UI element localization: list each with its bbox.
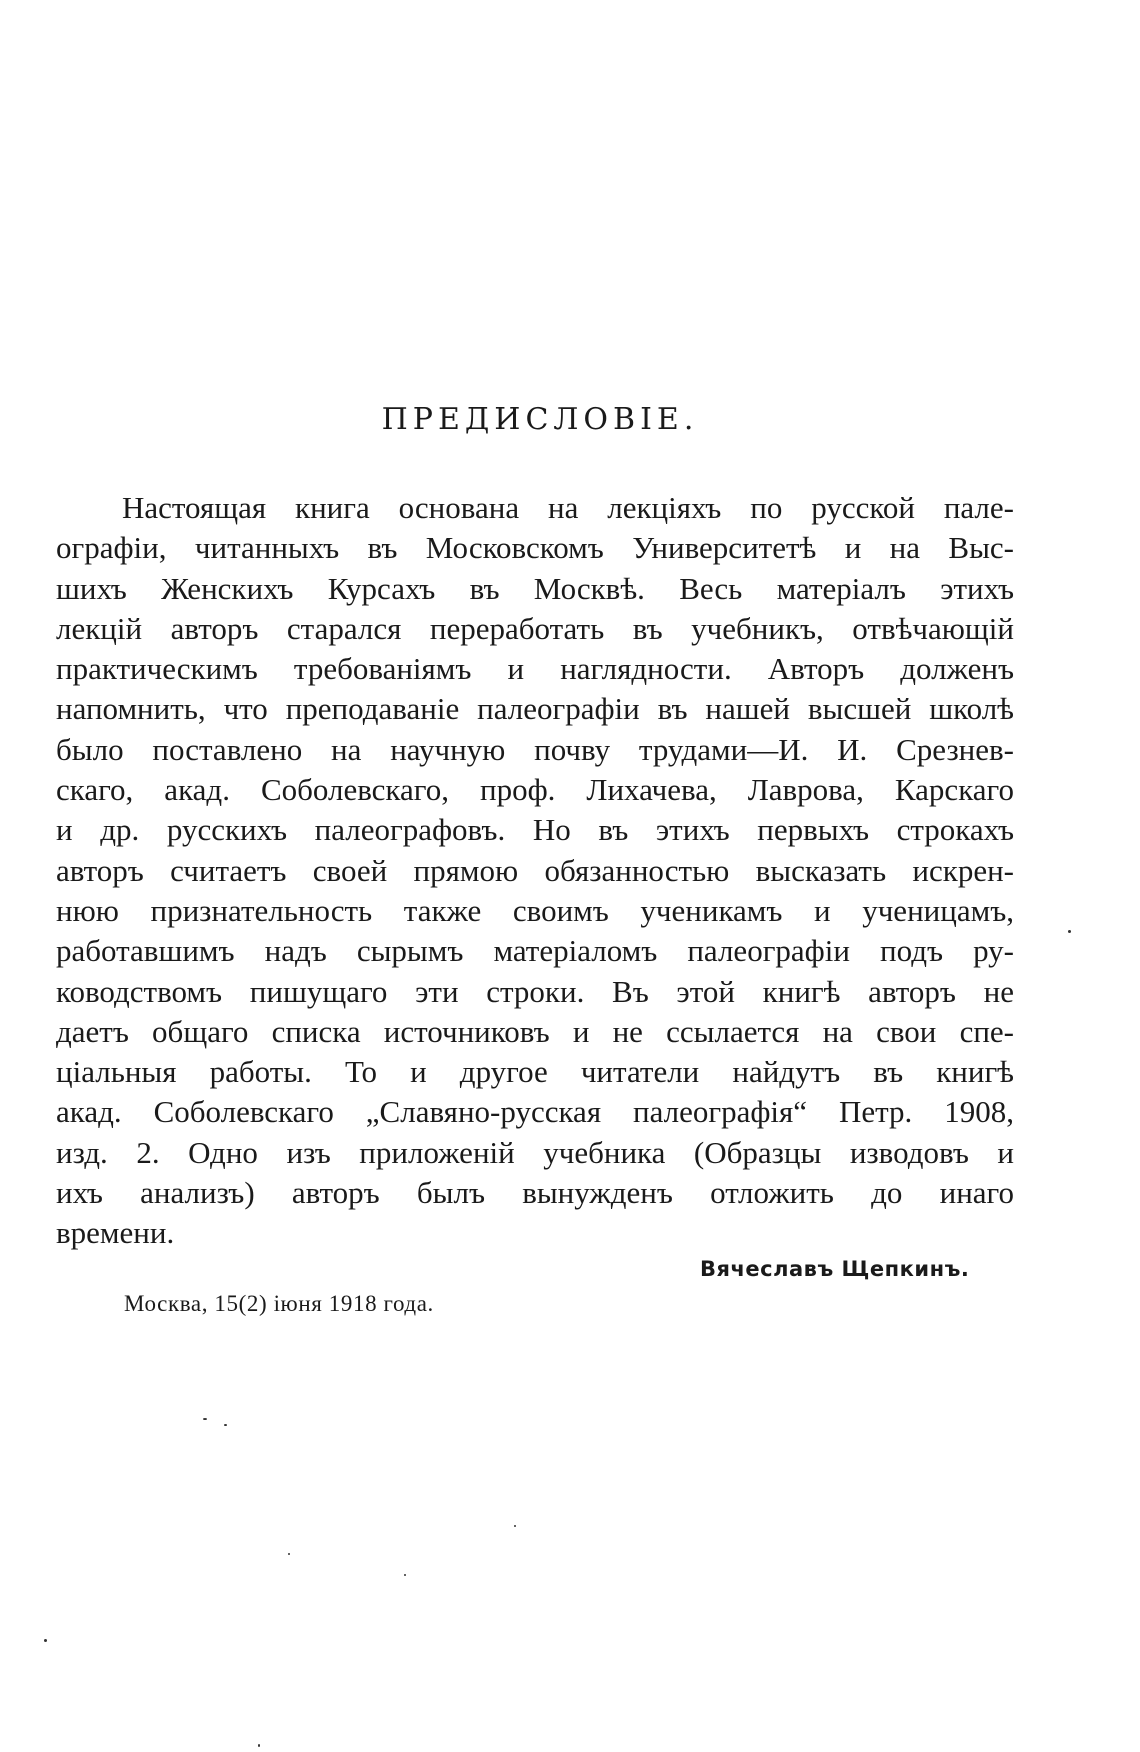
date-line: Москва, 15(2) іюня 1918 года. bbox=[124, 1291, 434, 1316]
page-title: ПРЕДИСЛОВІЕ. bbox=[381, 402, 699, 437]
author-signature: Вячеславъ Щепкинъ. bbox=[700, 1257, 970, 1281]
text-line: было поставлено на научную почву трудами—И. И. Срезнев- bbox=[56, 731, 1014, 767]
scan-speck bbox=[514, 1525, 516, 1527]
text-line: ографіи, читанныхъ въ Московскомъ Университетѣ и на Выс- bbox=[56, 530, 1014, 566]
scan-speck bbox=[1068, 930, 1071, 933]
text-line: даетъ общаго списка источниковъ и не ссылается на свои спе- bbox=[56, 1013, 1014, 1049]
preface-text bbox=[56, 488, 1014, 1254]
text-line: напомнить, что преподаваніе палеографіи въ нашей высшей школѣ bbox=[56, 691, 1014, 727]
text-line: нюю признательность также своимъ ученикамъ и ученицамъ, bbox=[56, 892, 1014, 928]
text-line: работавшимъ надъ сырымъ матеріаломъ палеографіи подъ ру- bbox=[56, 933, 1014, 969]
scan-speck bbox=[44, 1639, 47, 1642]
text-line: Настоящая книга основана на лекціяхъ по русской пале- bbox=[122, 490, 1014, 525]
scan-speck bbox=[224, 1424, 227, 1426]
text-line: ціальныя работы. То и другое читатели найдутъ въ книгѣ bbox=[56, 1054, 1014, 1090]
text-line: скаго, акад. Соболевскаго, проф. Лихачева, Лаврова, Карскаго bbox=[56, 772, 1014, 808]
scan-speck bbox=[288, 1553, 290, 1555]
text-line: ихъ анализъ) авторъ былъ вынужденъ отложить до инаго bbox=[56, 1175, 1014, 1211]
text-line: лекцій авторъ старался переработать въ учебникъ, отвѣчающій bbox=[56, 610, 1014, 646]
text-line: практическимъ требованіямъ и наглядности. Авторъ долженъ bbox=[56, 651, 1014, 687]
text-line: шихъ Женскихъ Курсахъ въ Москвѣ. Весь матеріалъ этихъ bbox=[56, 570, 1014, 606]
scan-speck bbox=[258, 1744, 260, 1747]
text-line: авторъ считаетъ своей прямою обязанностью высказать искрен- bbox=[56, 852, 1014, 888]
text-line: изд. 2. Одно изъ приложеній учебника (Образцы изводовъ и bbox=[56, 1134, 1014, 1170]
scan-speck bbox=[404, 1574, 406, 1576]
text-line: ководствомъ пишущаго эти строки. Въ этой книгѣ авторъ не bbox=[56, 973, 1014, 1009]
text-line: акад. Соболевскаго „Славяно-русская палеографія“ Петр. 1908, bbox=[56, 1094, 1014, 1130]
text-line: времени. bbox=[56, 1215, 175, 1251]
text-line: и др. русскихъ палеографовъ. Но въ этихъ первыхъ строкахъ bbox=[56, 812, 1014, 848]
scan-speck bbox=[203, 1418, 207, 1420]
